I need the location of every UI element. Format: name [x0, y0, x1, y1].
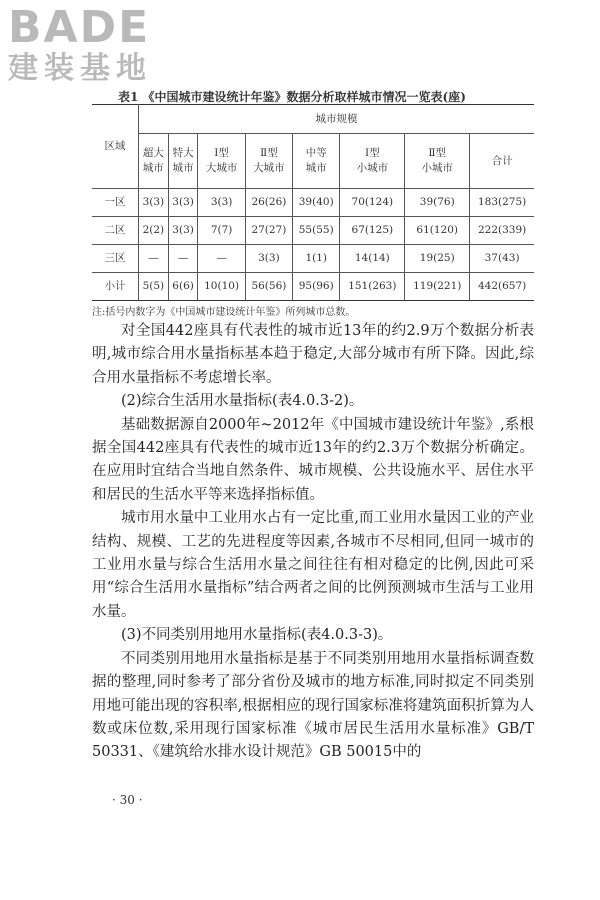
group-header: 城市规模 — [139, 105, 535, 134]
row-label: 一区 — [92, 189, 139, 217]
table-cell: 7(7) — [198, 217, 245, 245]
table-cell: 151(263) — [340, 273, 405, 301]
table-cell: 39(76) — [405, 189, 470, 217]
table-cell: 2(2) — [139, 217, 169, 245]
table-cell: — — [139, 245, 169, 273]
table-note: 注:括号内数字为《中国城市建设统计年鉴》所列城市总数。 — [92, 307, 356, 318]
table-cell: 14(14) — [340, 245, 405, 273]
paragraph: (2)综合生活用水量指标(表4.0.3-2)。 — [121, 393, 364, 410]
table-cell: 70(124) — [340, 189, 405, 217]
column-header: Ⅰ型 小城市 — [340, 134, 405, 189]
table-cell: 442(657) — [470, 273, 534, 301]
table-row — [92, 273, 534, 301]
table-cell: 222(339) — [470, 217, 534, 245]
column-header: 中等 城市 — [293, 134, 340, 189]
column-header: Ⅱ型 大城市 — [245, 134, 292, 189]
table-cell: — — [198, 245, 245, 273]
row-label: 二区 — [92, 217, 139, 245]
corner-header: 区域 — [92, 105, 139, 189]
table-cell: 6(6) — [168, 273, 198, 301]
table-caption: 表1 《中国城市建设统计年鉴》数据分析取样城市情况一览表(座) — [118, 90, 466, 104]
table-cell: 61(120) — [405, 217, 470, 245]
paragraph: 不同类别用地用水量指标是基于不同类别用地用水量指标调查数据的整理,同时参考了部分省份及城市的地方标准,同时拟定不同类别用地可能出现的容积率,根据相应的现行国家标准将建筑面积折算为人数或床位数,采用现行国家标准《城市居民生活用水量标准》GB/T 50331、《建筑给水排水设计规范》GB 50015中的 — [92, 650, 534, 761]
row-label: 小计 — [92, 273, 139, 301]
column-header: 超大 城市 — [139, 134, 169, 189]
table-cell: 3(3) — [168, 189, 198, 217]
paragraph: 基础数据源自2000年~2012年《中国城市建设统计年鉴》,系根据全国442座具有代表性的城市近13年的约2.3万个数据分析确定。在应用时宜结合当地自然条件、城市规模、公共设施水平、居住水平和居民的生活水平等来选择指标值。 — [92, 416, 534, 503]
column-header: Ⅰ型 大城市 — [198, 134, 245, 189]
paragraph: (3)不同类别用地用水量指标(表4.0.3-3)。 — [121, 627, 393, 644]
column-header: 合计 — [470, 134, 534, 189]
column-header-row — [92, 134, 534, 189]
table-cell: 119(221) — [405, 273, 470, 301]
row-label: 三区 — [92, 245, 139, 273]
body-text — [92, 320, 534, 765]
table-cell: 27(27) — [245, 217, 292, 245]
table-cell: 67(125) — [340, 217, 405, 245]
table-cell: 10(10) — [198, 273, 245, 301]
table-cell: 19(25) — [405, 245, 470, 273]
paragraph: 对全国442座具有代表性的城市近13年的约2.9万个数据分析表明,城市综合用水量指标基本趋于稳定,大部分城市有所下降。因此,综合用水量指标不考虑增长率。 — [92, 323, 534, 386]
table-cell: 26(26) — [245, 189, 292, 217]
table-cell: 3(3) — [139, 189, 169, 217]
table-cell: — — [168, 245, 198, 273]
column-header: 特大 城市 — [168, 134, 198, 189]
paragraph: 城市用水量中工业用水占有一定比重,而工业用水量因工业的产业结构、规模、工艺的先进程度等因素,各城市不尽相同,但同一城市的工业用水量与综合生活用水量之间往往有相对稳定的比例,因此可采用“综合生活用水量指标”结合两者之间的比例预测城市生活与工业用水量。 — [92, 510, 534, 620]
table-cell: 55(55) — [293, 217, 340, 245]
table-cell: 56(56) — [245, 273, 292, 301]
table-row — [92, 217, 534, 245]
table-cell: 183(275) — [470, 189, 534, 217]
table-cell: 95(96) — [293, 273, 340, 301]
table-cell: 39(40) — [293, 189, 340, 217]
table-cell: 5(5) — [139, 273, 169, 301]
table-row — [92, 189, 534, 217]
city-sample-table — [92, 104, 534, 301]
table-cell: 1(1) — [293, 245, 340, 273]
column-header: Ⅱ型 小城市 — [405, 134, 470, 189]
logo — [8, 2, 178, 86]
table-row — [92, 245, 534, 273]
logo-wordmark: BADE — [8, 2, 151, 53]
page-number: · 30 · — [112, 793, 143, 807]
table-cell: 37(43) — [470, 245, 534, 273]
table-cell: 3(3) — [245, 245, 292, 273]
table-cell: 3(3) — [198, 189, 245, 217]
logo-subtitle: 建装基地 — [8, 51, 152, 86]
table-cell: 3(3) — [168, 217, 198, 245]
